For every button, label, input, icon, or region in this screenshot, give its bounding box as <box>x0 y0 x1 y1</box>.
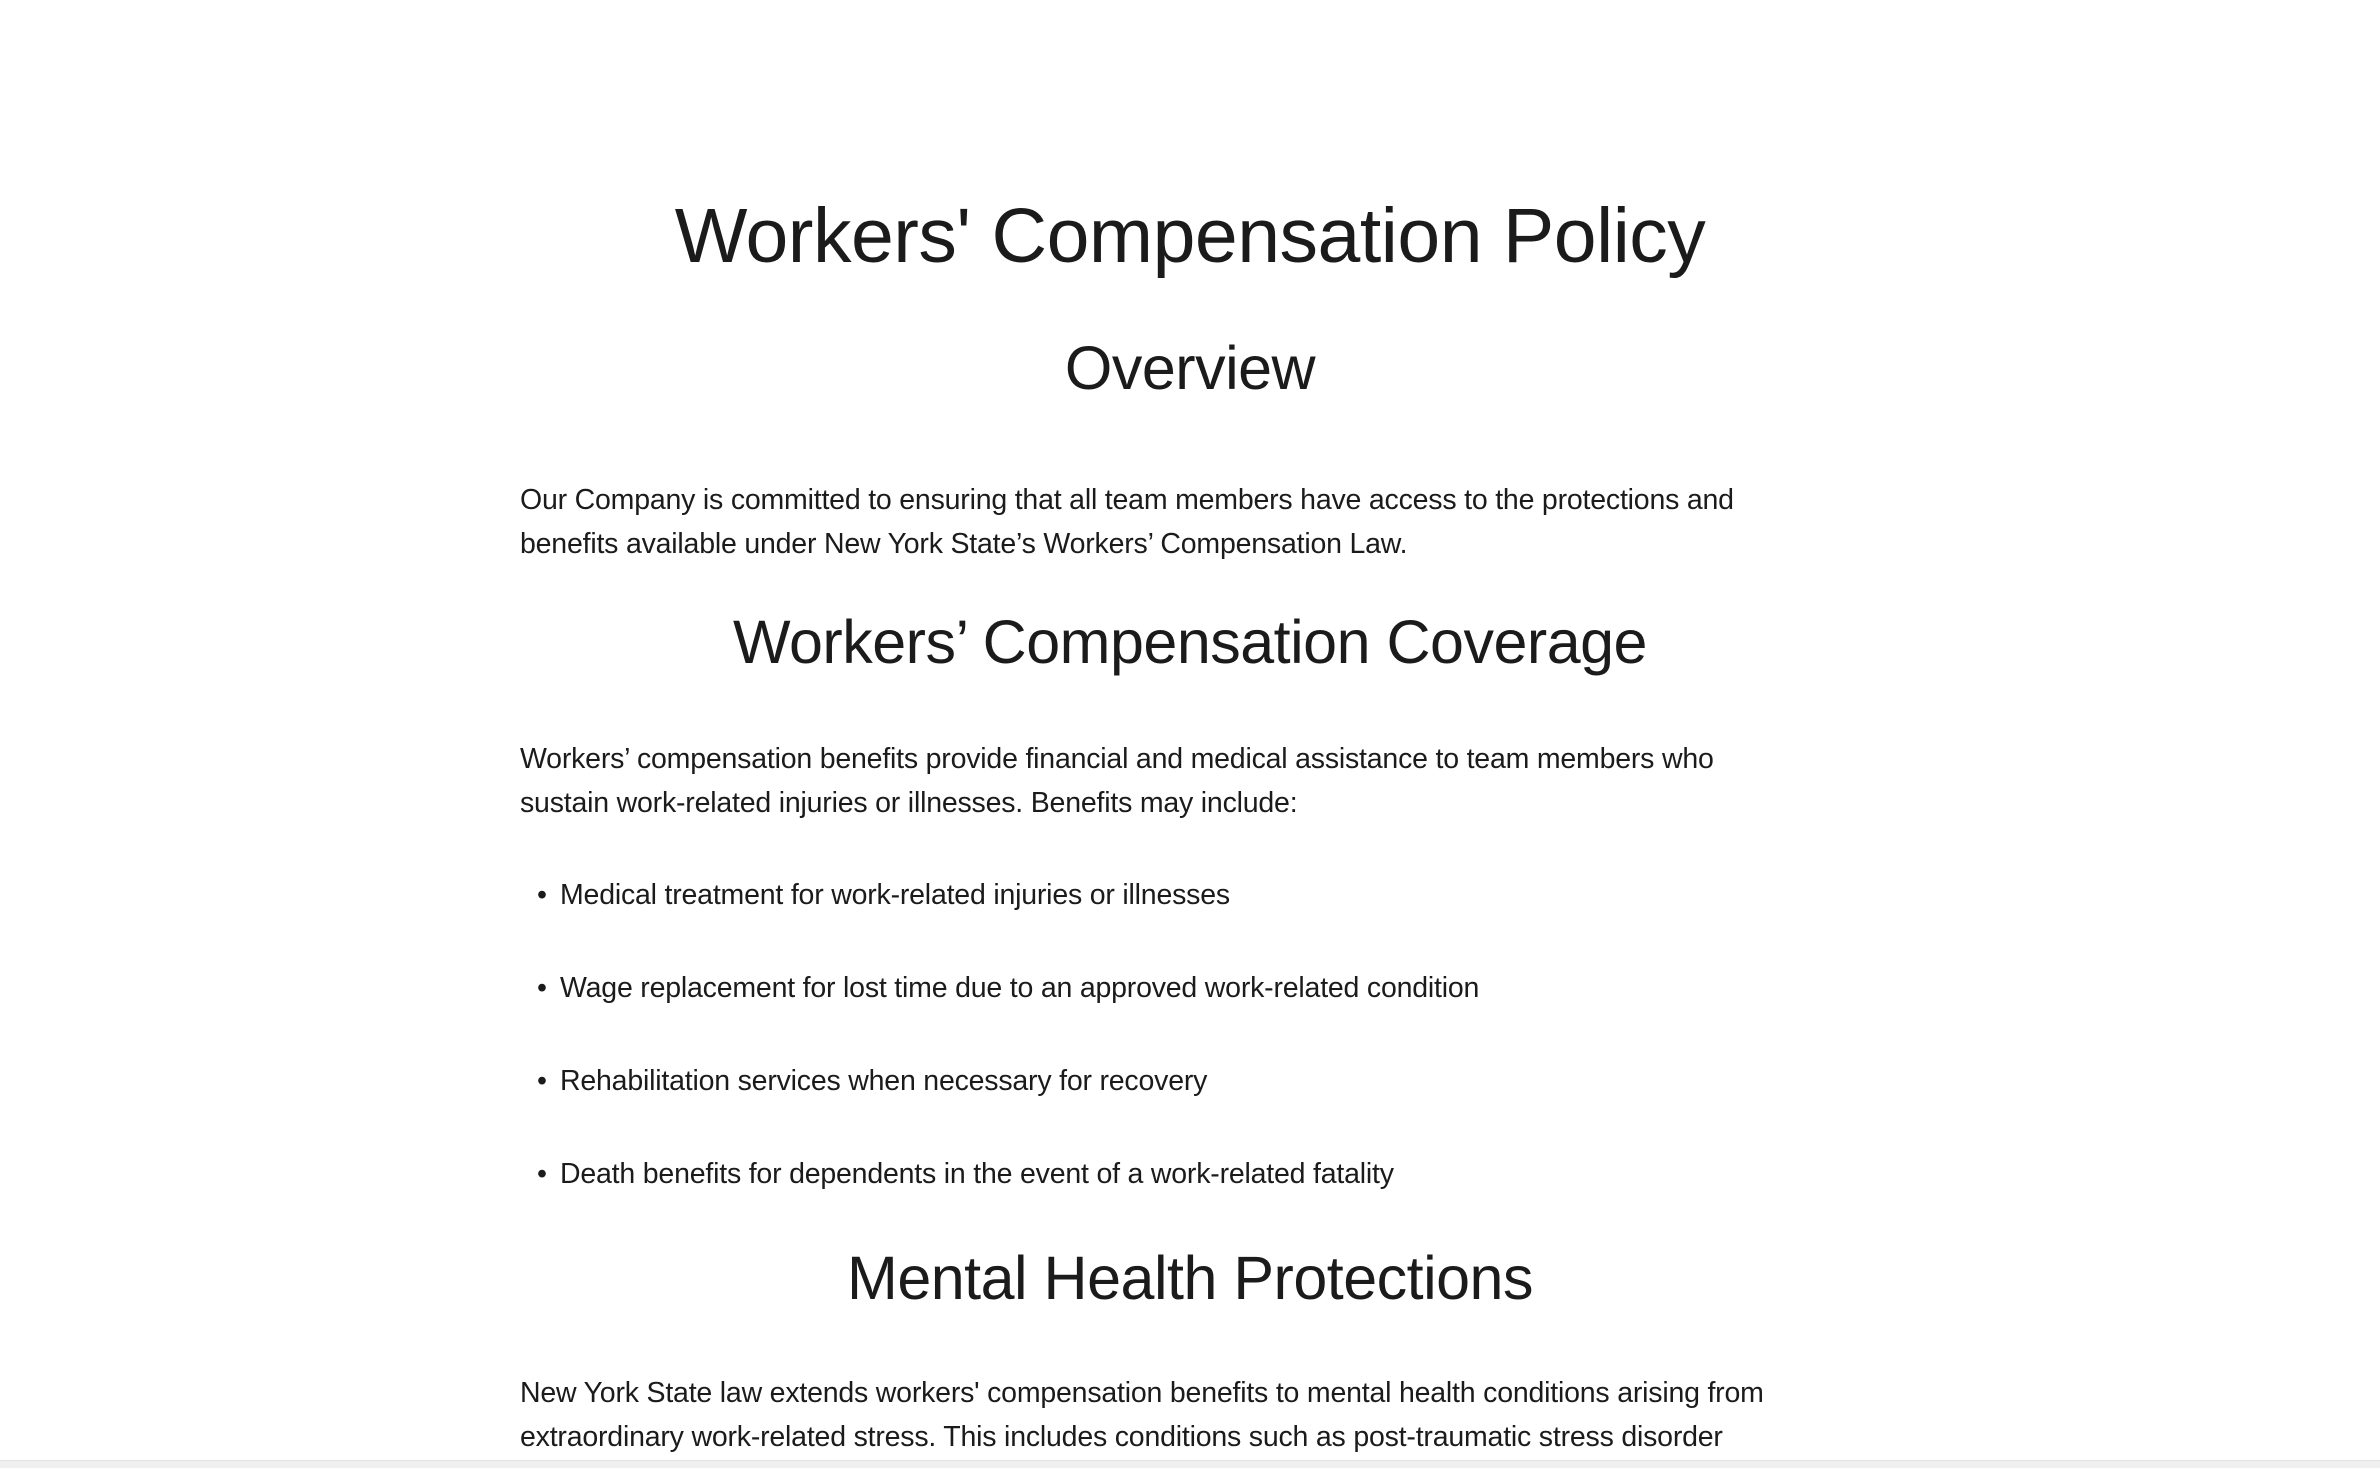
text-line: extraordinary work-related stress. This includes conditions such as post-traumatic stress disorder <box>520 1420 1723 1453</box>
overview-paragraph <box>520 478 1860 566</box>
benefit-item-text: Medical treatment for work-related injuries or illnesses <box>560 878 1230 911</box>
benefits-list <box>520 873 1860 1196</box>
benefit-item-text: Wage replacement for lost time due to an approved work-related condition <box>560 971 1480 1004</box>
text-line: New York State law extends workers' compensation benefits to mental health conditions arising from <box>520 1376 1764 1409</box>
benefit-item <box>537 873 1860 917</box>
bullet-icon: • <box>537 971 547 1004</box>
overview-heading: Overview <box>1064 334 1316 403</box>
coverage-paragraph <box>520 737 1860 825</box>
bullet-icon: • <box>537 1157 547 1190</box>
mental-health-paragraph <box>520 1371 1860 1459</box>
bullet-icon: • <box>537 1064 547 1097</box>
text-line: Workers’ compensation benefits provide financial and medical assistance to team members who <box>520 742 1714 775</box>
benefit-item-text: Rehabilitation services when necessary for recovery <box>560 1064 1208 1097</box>
text-line: sustain work-related injuries or illnesses. Benefits may include: <box>520 786 1298 819</box>
text-line: Our Company is committed to ensuring that all team members have access to the protections and <box>520 483 1734 516</box>
policy-document <box>520 0 1860 1459</box>
benefit-item <box>537 1152 1860 1196</box>
coverage-heading: Workers’ Compensation Coverage <box>733 607 1647 676</box>
mental-health-heading: Mental Health Protections <box>847 1243 1533 1312</box>
benefit-item <box>537 966 1860 1010</box>
bottom-edge-strip <box>0 1460 2380 1468</box>
benefit-item-text: Death benefits for dependents in the event of a work-related fatality <box>560 1157 1394 1190</box>
bullet-icon: • <box>537 878 547 911</box>
text-line: benefits available under New York State’s Workers’ Compensation Law. <box>520 527 1408 560</box>
benefit-item <box>537 1059 1860 1103</box>
document-title: Workers' Compensation Policy <box>674 193 1706 279</box>
